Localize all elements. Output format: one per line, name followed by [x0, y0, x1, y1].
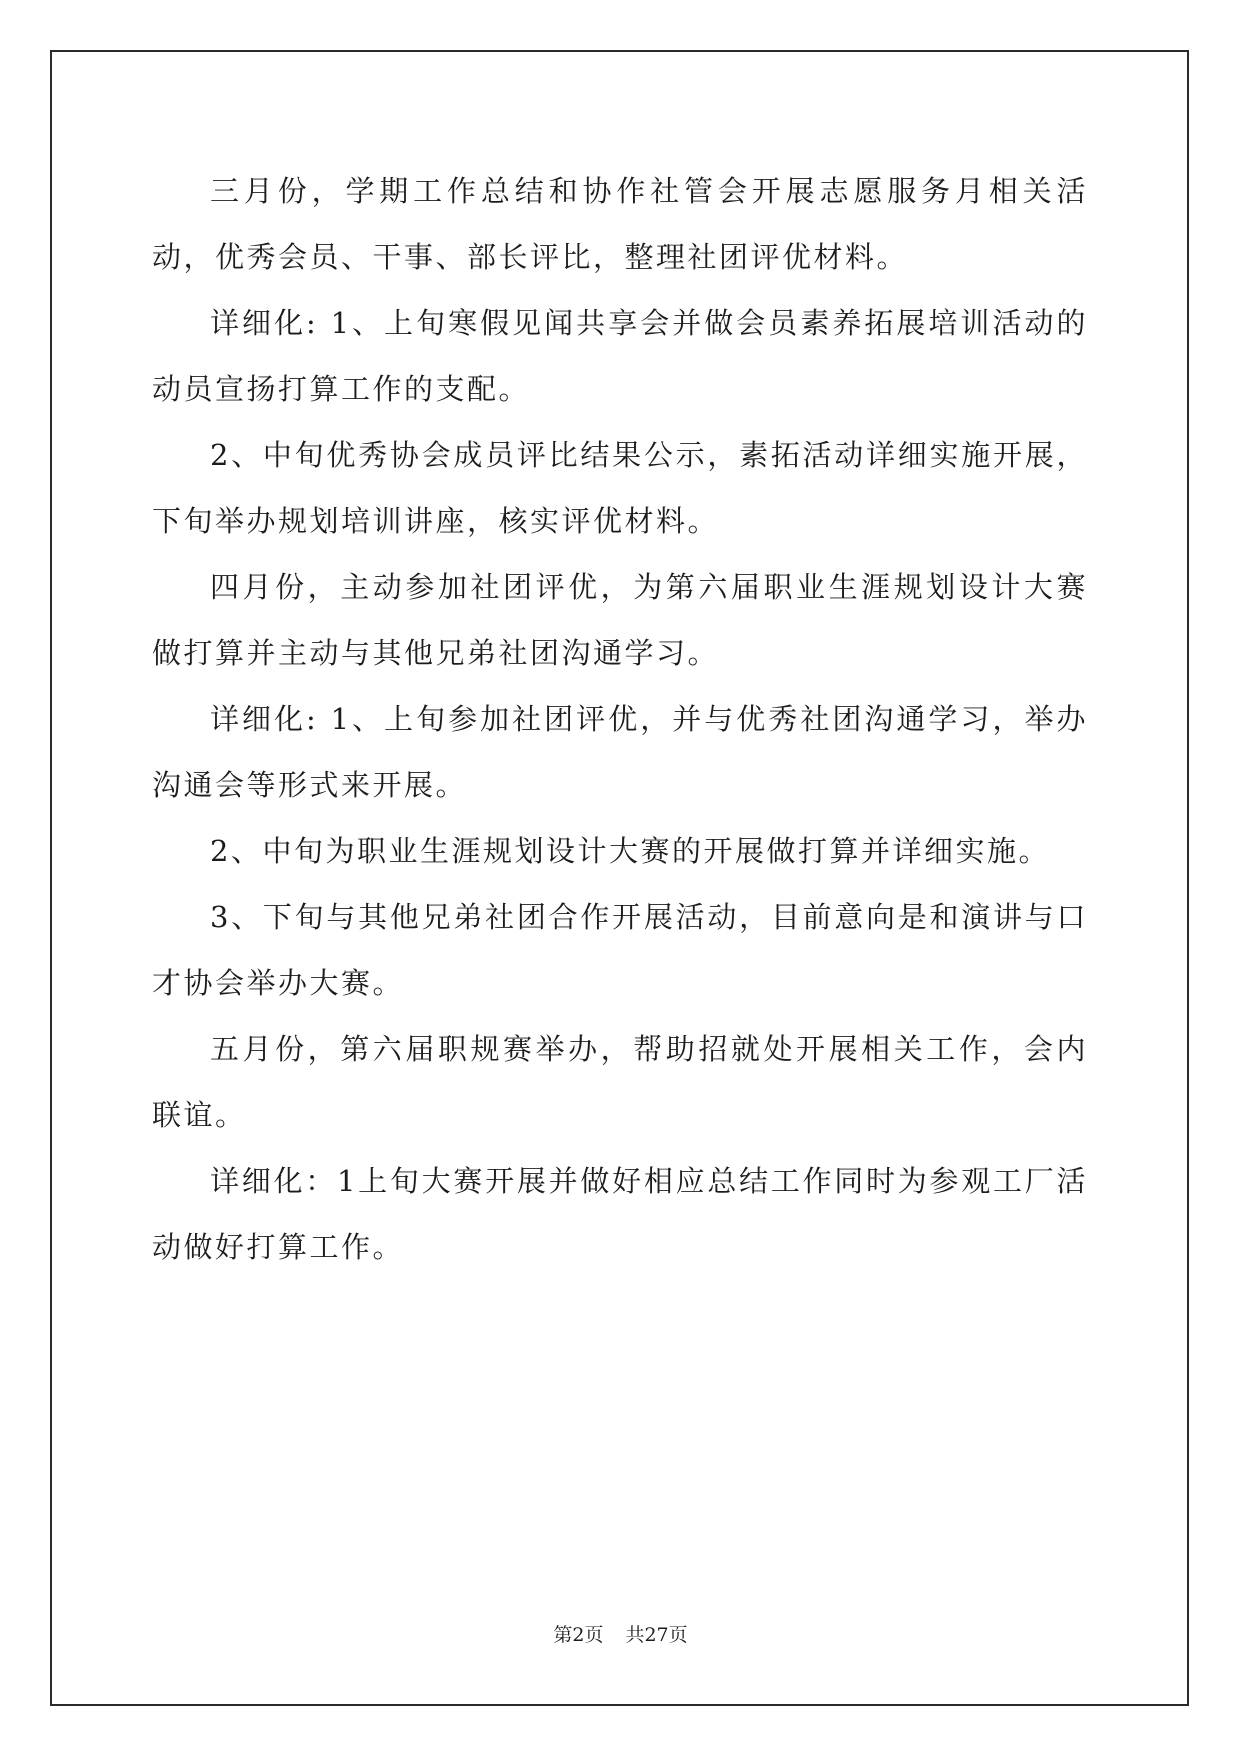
- page-footer: [0, 1620, 1241, 1647]
- total-pages: 共27页: [625, 1624, 688, 1646]
- paragraph-april-detail-2: 2、中旬为职业生涯规划设计大赛的开展做打算并详细实施。: [210, 834, 1050, 868]
- page-number: 第2页: [553, 1624, 604, 1646]
- paragraph-march-detail-1: 详细化: 1、上旬寒假见闻共享会并做会员素养拓展培训活动的动员宣扬打算工作的支配。: [152, 306, 1088, 406]
- paragraph-march-detail-2: 2、中旬优秀协会成员评比结果公示，素拓活动详细实施开展，下旬举办规划培训讲座，核实评优材料。: [152, 438, 1088, 538]
- paragraph-may-detail-1: 详细化：1上旬大赛开展并做好相应总结工作同时为参观工厂活动做好打算工作。: [152, 1164, 1088, 1264]
- paragraph-april-detail-1: 详细化: 1、上旬参加社团评优，并与优秀社团沟通学习，举办沟通会等形式来开展。: [152, 702, 1088, 802]
- document-body: [152, 158, 1088, 1280]
- paragraph-april-detail-3: 3、下旬与其他兄弟社团合作开展活动，目前意向是和演讲与口才协会举办大赛。: [152, 900, 1088, 1000]
- paragraph-may-overview: 五月份，第六届职规赛举办，帮助招就处开展相关工作，会内联谊。: [152, 1032, 1088, 1132]
- paragraph-march-overview: 三月份，学期工作总结和协作社管会开展志愿服务月相关活动，优秀会员、干事、部长评比，整理社团评优材料。: [152, 174, 1088, 274]
- paragraph-april-overview: 四月份，主动参加社团评优，为第六届职业生涯规划设计大赛做打算并主动与其他兄弟社团沟通学习。: [152, 570, 1088, 670]
